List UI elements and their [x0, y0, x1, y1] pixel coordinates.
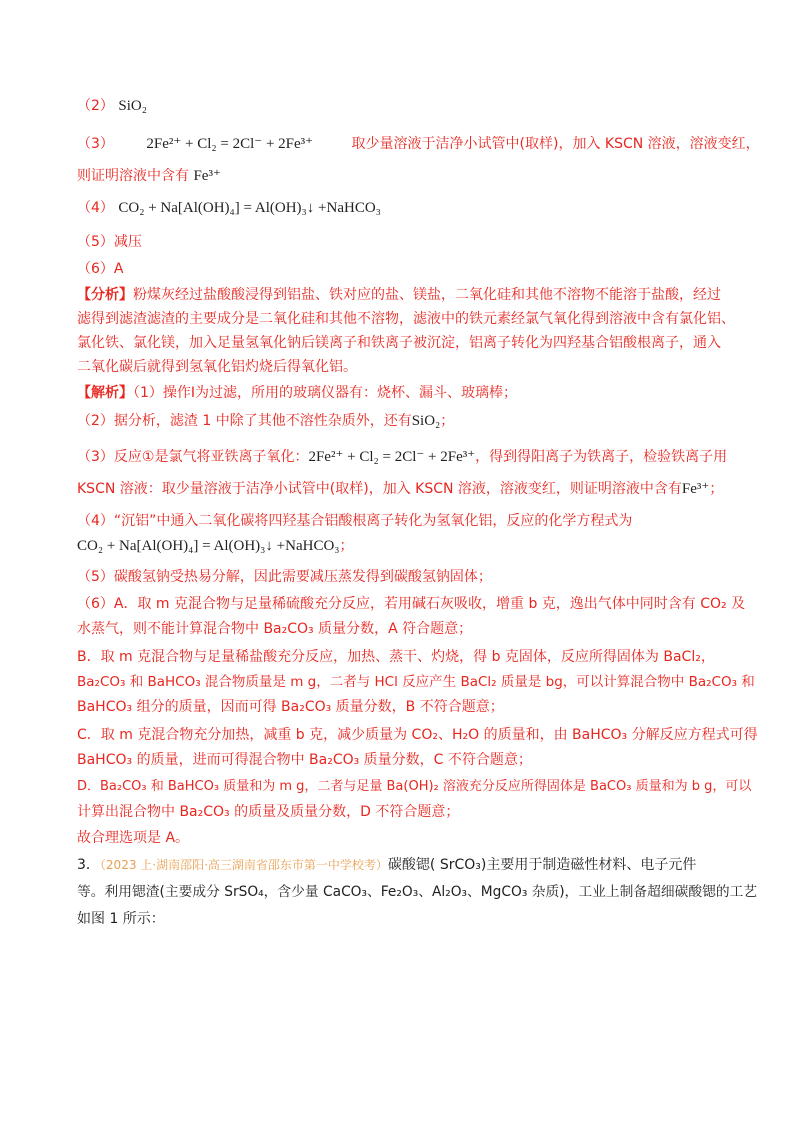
explanation-p6-line-9: 计算出混合物中 Ba₂CO₃ 的质量及质量分数，D 不符合题意； [77, 804, 460, 820]
question-3-line-2: 等。利用锶渣(主要成分 SrSO₄，含少量 CaCO₃、Fe₂O₃、Al₂O₃、MgCO₃ 杂质)，工业上制备超细碳酸锶的工艺 [77, 884, 758, 900]
explanation-p6-line-7: BaHCO₃ 的质量，进而可得混合物中 Ba₂CO₃ 质量分数，C 不符合题意； [77, 752, 532, 768]
explanation-p4: （4）“沉铝”中通入二氧化碳将四羟基合铝酸根离子转化为氢氧化铝，反应的化学方程式为 [77, 513, 633, 529]
answer-3-cont [77, 166, 221, 186]
explanation-p6-line-10: 故合理选项是 A。 [77, 830, 190, 846]
explanation-p6-line-8: D．Ba₂CO₃ 和 BaHCO₃ 质量和为 m g，二者与足量 Ba(OH)₂ 溶液充分反应所得固体是 BaCO₃ 质量和为 b g，可以 [77, 779, 752, 794]
explanation-p5: （5）碳酸氢钠受热易分解，因此需要减压蒸发得到碳酸氢钠固体； [77, 569, 492, 585]
explanation-p6-line-4: Ba₂CO₃ 和 BaHCO₃ 混合物质量是 m g，二者与 HCl 反应产生 BaCl₂ 质量是 bg，可以计算混合物中 Ba₂CO₃ 和 [77, 674, 755, 690]
question-3-text-1: 碳酸锶( SrCO₃)主要用于制造磁性材料、电子元件 [387, 857, 697, 873]
analysis-tag: 【分析】 [77, 287, 133, 303]
explanation-p3-cont [77, 479, 723, 499]
analysis-line-2: 滤得到滤渣滤渣的主要成分是二氧化硅和其他不溶物，滤液中的铁元素经氯气氧化得到溶液中含有氯化铝、 [77, 311, 735, 327]
question-3-line-3: 如图 1 所示： [77, 911, 165, 927]
answer-3-text2: 则证明溶液中含有 [77, 168, 189, 184]
explanation-p3-end: ； [709, 481, 724, 497]
answer-3-equation: 2Fe²⁺ + Cl₂ = 2Cl⁻ + 2Fe³⁺ [146, 136, 314, 152]
analysis-text: 粉煤灰经过盐酸酸浸得到铝盐、铁对应的盐、镁盐，二氧化硅和其他不溶物不能溶于盐酸，经过 [133, 287, 721, 303]
answer-6: （6）A [77, 261, 124, 277]
explanation-p2-text: （2）据分析，滤渣 1 中除了其他不溶性杂质外，还有 [77, 413, 412, 429]
explanation-p2-formula: SiO₂ [411, 413, 441, 429]
explanation-p3-text: （3）反应①是氯气将亚铁离子氧化： [77, 449, 309, 465]
analysis-line-3: 氯化铁、氯化镁，加入足量氢氧化钠后镁离子和铁离子被沉淀，铝离子转化为四羟基合铝酸根离子，通入 [77, 335, 721, 351]
explanation-p4-end: ； [339, 538, 354, 554]
answer-4-label: （4） [77, 200, 114, 216]
explanation-p6-line-2: 水蒸气，则不能计算混合物中 Ba₂CO₃ 质量分数，A 符合题意； [77, 621, 473, 637]
answer-5: （5）减压 [77, 234, 142, 250]
analysis-line-1 [77, 285, 721, 305]
explanation-p6-line-5: BaHCO₃ 组分的质量，因而可得 Ba₂CO₃ 质量分数，B 不符合题意； [77, 699, 504, 715]
explanation-p6-line-1: （6）A．取 m 克混合物与足量稀硫酸充分反应，若用碱石灰吸收，增重 b 克，逸出气体中同时含有 CO₂ 及 [77, 596, 746, 612]
answer-2 [77, 96, 147, 116]
explanation-p1-text: （1）操作Ⅰ为过滤，所用的玻璃仪器有：烧杯、漏斗、玻璃棒； [133, 385, 518, 401]
explanation-p6-line-6: C．取 m 克混合物充分加热，减重 b 克，减少质量为 CO₂、H₂O 的质量和，由 BaHCO₃ 分解反应方程式可得 [77, 727, 758, 743]
explanation-p3 [77, 447, 727, 467]
explanation-p1 [77, 383, 517, 403]
answer-3-text: 取少量溶液于洁净小试管中(取样)，加入 KSCN 溶液，溶液变红， [351, 136, 760, 152]
question-3-source: （2023 上·湖南邵阳·高三湖南省邵东市第一中学校考） [99, 858, 388, 872]
analysis-line-4: 二氧化碳后就得到氢氧化铝灼烧后得氧化铝。 [77, 359, 357, 375]
explanation-p3-equation: 2Fe²⁺ + Cl₂ = 2Cl⁻ + 2Fe³⁺ [308, 449, 476, 465]
answer-4-equation: CO₂ + Na[Al(OH)₄] = Al(OH)₃↓ +NaHCO₃ [118, 200, 381, 216]
answer-3 [77, 134, 760, 154]
explanation-p3-text2: ，得到得阳离子为铁离子，检验铁离子用 [475, 449, 728, 465]
explanation-p3-ion: Fe³⁺ [681, 481, 710, 497]
answer-2-value: SiO₂ [118, 98, 147, 114]
explanation-p3-text3: KSCN 溶液：取少量溶液于洁净小试管中(取样)，加入 KSCN 溶液，溶液变红，则证明溶液中含有 [77, 481, 682, 497]
answer-3-label: （3） [77, 136, 114, 152]
answer-4 [77, 198, 381, 218]
answer-3-ion: Fe³⁺ [193, 168, 221, 184]
explanation-p6-line-3: B．取 m 克混合物与足量稀盐酸充分反应，加热、蒸干、灼烧，得 b 克固体，反应所得固体为 BaCl₂， [77, 649, 715, 665]
explanation-p2-end: ； [440, 413, 455, 429]
explanation-tag: 【解析】 [77, 385, 133, 401]
answer-2-label: （2） [77, 98, 114, 114]
question-3-number: 3． [77, 857, 100, 873]
explanation-p4-equation: CO₂ + Na[Al(OH)₄] = Al(OH)₃↓ +NaHCO₃ [77, 538, 340, 554]
explanation-p2 [77, 411, 454, 431]
question-3-line-1 [77, 855, 696, 875]
explanation-p4-eq [77, 536, 354, 556]
